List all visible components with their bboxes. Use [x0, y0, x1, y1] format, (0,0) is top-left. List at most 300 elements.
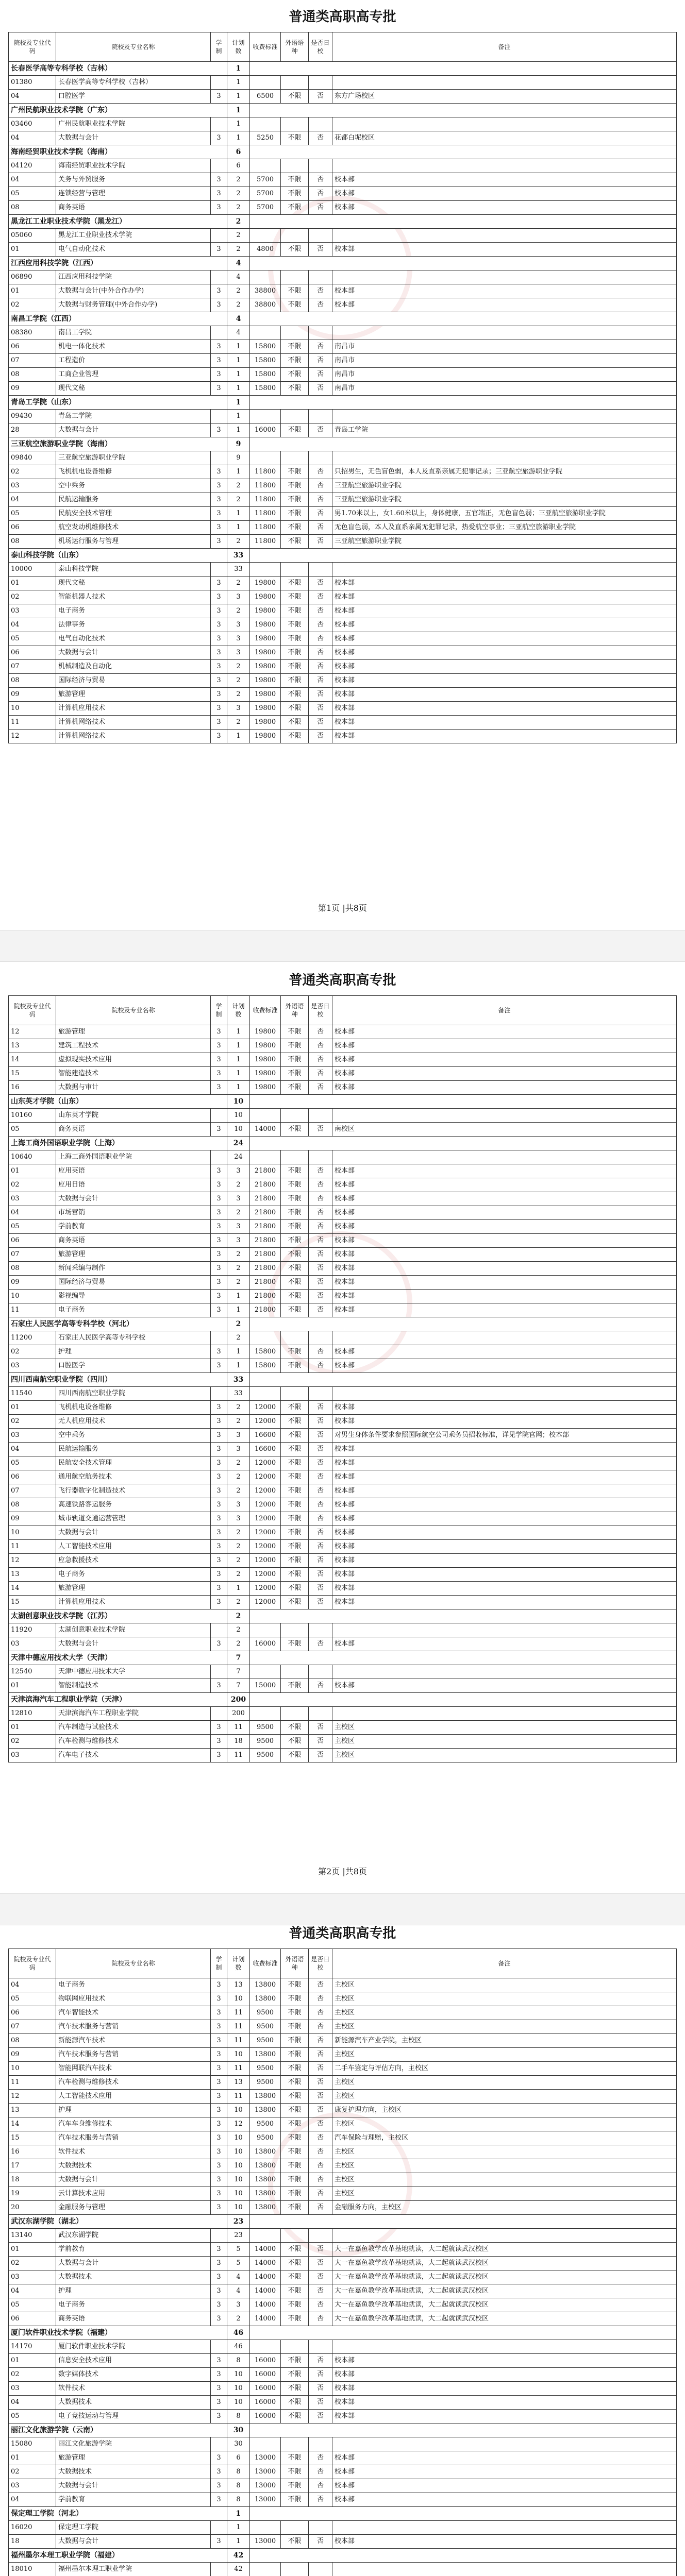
major-name: 商务英语	[56, 1234, 211, 1248]
major-code: 09	[9, 688, 56, 702]
tuition: 13800	[250, 2201, 281, 2215]
school-row	[9, 215, 677, 229]
major-code: 13	[9, 1039, 56, 1053]
tuition	[250, 2229, 281, 2243]
day-school: 否	[309, 1345, 332, 1359]
language	[281, 326, 309, 340]
major-name: 人工智能技术应用	[56, 2090, 211, 2104]
language: 不限	[281, 2062, 309, 2076]
major-code: 04	[9, 131, 56, 145]
tuition	[250, 2340, 281, 2354]
plan-count: 1	[227, 1039, 250, 1053]
major-code: 10640	[9, 1150, 56, 1164]
remarks: 校本部	[332, 1276, 677, 1290]
major-name: 护理	[56, 2104, 211, 2117]
duration	[211, 1150, 227, 1164]
major-name: 大数据技术	[56, 2465, 211, 2479]
language: 不限	[281, 2145, 309, 2159]
major-code: 01	[9, 2243, 56, 2257]
remarks	[332, 1109, 677, 1123]
major-name: 太湖创意职业技术学院	[56, 1623, 211, 1637]
major-code: 07	[9, 660, 56, 674]
school-row	[9, 1317, 677, 1331]
day-school: 否	[309, 2312, 332, 2326]
tuition: 9500	[250, 2034, 281, 2048]
major-code: 05	[9, 507, 56, 521]
tuition: 19800	[250, 660, 281, 674]
duration: 3	[211, 382, 227, 396]
remarks: 校本部	[332, 1053, 677, 1067]
remarks: 校本部	[332, 1401, 677, 1415]
major-name: 空中乘务	[56, 1429, 211, 1443]
table-row	[9, 1429, 677, 1443]
tuition: 9500	[250, 1721, 281, 1735]
remarks: 南昌市	[332, 368, 677, 382]
day-school: 否	[309, 2131, 332, 2145]
major-name: 大数据技术	[56, 2159, 211, 2173]
table-row	[9, 1067, 677, 1081]
language: 不限	[281, 354, 309, 368]
table-row	[9, 1721, 677, 1735]
duration: 3	[211, 1401, 227, 1415]
header-cell: 备注	[332, 32, 677, 62]
duration: 3	[211, 1345, 227, 1359]
tuition: 21800	[250, 1192, 281, 1206]
major-name: 工程造价	[56, 354, 211, 368]
duration: 3	[211, 2076, 227, 2090]
plan-count: 13	[227, 2076, 250, 2090]
school-row	[9, 1095, 677, 1109]
major-name: 智能机器人技术	[56, 590, 211, 604]
major-code: 08	[9, 1262, 56, 1276]
tuition: 12000	[250, 1484, 281, 1498]
language: 不限	[281, 632, 309, 646]
remarks: 校本部	[332, 1248, 677, 1262]
day-school: 否	[309, 1164, 332, 1178]
school-row	[9, 62, 677, 76]
duration: 3	[211, 660, 227, 674]
table-row	[9, 2173, 677, 2187]
table-row	[9, 1679, 677, 1693]
plan-count: 1	[227, 382, 250, 396]
table-header-row	[9, 1949, 677, 1978]
duration: 3	[211, 90, 227, 104]
remarks: 南校区	[332, 1123, 677, 1137]
school-name: 青岛工学院（山东）	[9, 396, 227, 410]
table-row	[9, 2006, 677, 2020]
table-row	[9, 1735, 677, 1749]
school-row-blank	[250, 2549, 677, 2563]
major-name: 智能建造技术	[56, 1067, 211, 1081]
duration: 3	[211, 1679, 227, 1693]
day-school: 否	[309, 2270, 332, 2284]
header-cell: 是否日校	[309, 1949, 332, 1978]
plan-count: 2	[227, 243, 250, 257]
major-code: 07	[9, 1248, 56, 1262]
day-school: 否	[309, 423, 332, 437]
language: 不限	[281, 1067, 309, 1081]
plan-count: 11	[227, 1749, 250, 1762]
school-plan-total: 46	[227, 2326, 250, 2340]
plan-count: 10	[227, 2187, 250, 2201]
day-school: 否	[309, 2020, 332, 2034]
tuition: 12000	[250, 1415, 281, 1429]
plan-count: 2	[227, 1276, 250, 1290]
table-row	[9, 563, 677, 577]
major-name: 学前教育	[56, 2493, 211, 2507]
major-name: 汽车制造与试验技术	[56, 1721, 211, 1735]
language: 不限	[281, 646, 309, 660]
plan-count: 1	[227, 340, 250, 354]
major-name: 江西应用科技学院	[56, 270, 211, 284]
major-code: 17	[9, 2159, 56, 2173]
school-name: 南昌工学院（江西）	[9, 312, 227, 326]
school-row	[9, 437, 677, 451]
major-code: 08	[9, 674, 56, 688]
duration: 3	[211, 2257, 227, 2270]
duration	[211, 2521, 227, 2535]
duration: 3	[211, 243, 227, 257]
major-code: 04	[9, 2396, 56, 2410]
language: 不限	[281, 1526, 309, 1540]
plan-count: 2	[227, 1206, 250, 1220]
language: 不限	[281, 2173, 309, 2187]
major-code: 05	[9, 2298, 56, 2312]
table-row	[9, 716, 677, 730]
tuition: 13800	[250, 2048, 281, 2062]
major-name: 金融服务与管理	[56, 2201, 211, 2215]
duration: 3	[211, 1526, 227, 1540]
major-name: 数字媒体技术	[56, 2368, 211, 2382]
page-footer: 第1页 |共8页	[318, 903, 367, 913]
major-name: 护理	[56, 2284, 211, 2298]
day-school: 否	[309, 688, 332, 702]
duration: 3	[211, 2034, 227, 2048]
plan-count: 2	[227, 284, 250, 298]
major-name: 关务与外贸服务	[56, 173, 211, 187]
plan-count: 2	[227, 660, 250, 674]
table-row	[9, 173, 677, 187]
language: 不限	[281, 2076, 309, 2090]
plan-count: 2	[227, 1568, 250, 1582]
school-plan-total: 4	[227, 312, 250, 326]
language: 不限	[281, 674, 309, 688]
major-code: 14170	[9, 2340, 56, 2354]
major-name: 商务英语	[56, 2312, 211, 2326]
duration: 3	[211, 1262, 227, 1276]
remarks: 新能源汽车产业学院，主校区	[332, 2034, 677, 2048]
language: 不限	[281, 1470, 309, 1484]
school-plan-total: 24	[227, 1137, 250, 1150]
tuition: 21800	[250, 1164, 281, 1178]
major-code: 09	[9, 382, 56, 396]
day-school: 否	[309, 1220, 332, 1234]
plan-count: 42	[227, 2563, 250, 2576]
language: 不限	[281, 1178, 309, 1192]
major-name: 大数据与会计	[56, 2257, 211, 2270]
table-header-row	[9, 32, 677, 62]
tuition	[250, 1109, 281, 1123]
duration: 3	[211, 1749, 227, 1762]
plan-count: 2	[227, 2312, 250, 2326]
table-row	[9, 1470, 677, 1484]
major-code: 01	[9, 2451, 56, 2465]
table-row	[9, 298, 677, 312]
major-code: 05	[9, 187, 56, 201]
school-plan-total: 30	[227, 2424, 250, 2437]
major-name: 物联网应用技术	[56, 1992, 211, 2006]
duration	[211, 229, 227, 243]
remarks: 无色盲色弱，本人及直系亲属无犯罪记录，热爱航空事业；三亚航空旅游职业学院	[332, 521, 677, 535]
major-code: 03	[9, 2479, 56, 2493]
table-row	[9, 1415, 677, 1429]
duration	[211, 2437, 227, 2451]
major-code: 05	[9, 632, 56, 646]
plan-count: 2	[227, 298, 250, 312]
duration: 3	[211, 2145, 227, 2159]
tuition: 13800	[250, 2104, 281, 2117]
remarks: 三亚航空旅游职业学院	[332, 479, 677, 493]
school-row-blank	[250, 1693, 677, 1707]
major-name: 电子商务	[56, 2298, 211, 2312]
plan-count: 3	[227, 702, 250, 716]
page-2	[0, 963, 685, 1891]
school-plan-total: 10	[227, 1095, 250, 1109]
duration	[211, 159, 227, 173]
table-row	[9, 2076, 677, 2090]
table-row	[9, 1456, 677, 1470]
language: 不限	[281, 660, 309, 674]
language: 不限	[281, 2354, 309, 2368]
table-row	[9, 674, 677, 688]
day-school: 否	[309, 2354, 332, 2368]
day-school: 否	[309, 2493, 332, 2507]
remarks: 校本部	[332, 2479, 677, 2493]
header-cell: 院校及专业代码	[9, 32, 56, 62]
tuition: 16000	[250, 2396, 281, 2410]
major-code: 02	[9, 298, 56, 312]
plan-count: 1	[227, 730, 250, 743]
plan-count: 30	[227, 2437, 250, 2451]
school-plan-total: 33	[227, 549, 250, 563]
table-row	[9, 2493, 677, 2507]
school-name: 天津中德应用技术大学（天津）	[9, 1651, 227, 1665]
major-code: 05060	[9, 229, 56, 243]
language: 不限	[281, 2257, 309, 2270]
plan-count: 1	[227, 1303, 250, 1317]
major-code: 06	[9, 521, 56, 535]
duration	[211, 326, 227, 340]
plan-count: 2	[227, 1554, 250, 1568]
tuition: 21800	[250, 1276, 281, 1290]
language: 不限	[281, 2396, 309, 2410]
major-code: 01	[9, 1401, 56, 1415]
plan-count: 1	[227, 354, 250, 368]
table-row	[9, 1303, 677, 1317]
duration: 3	[211, 1234, 227, 1248]
tuition: 9500	[250, 2020, 281, 2034]
major-name: 旅游管理	[56, 1248, 211, 1262]
remarks: 南昌市	[332, 354, 677, 368]
day-school	[309, 117, 332, 131]
day-school: 否	[309, 2451, 332, 2465]
major-name: 汽车技术服务与营销	[56, 2048, 211, 2062]
major-name: 计算机网络技术	[56, 716, 211, 730]
remarks: 校本部	[332, 674, 677, 688]
tuition: 5700	[250, 173, 281, 187]
language: 不限	[281, 1992, 309, 2006]
tuition: 13000	[250, 2451, 281, 2465]
major-code: 18010	[9, 2563, 56, 2576]
major-name: 汽车技术服务与营销	[56, 2131, 211, 2145]
table-row	[9, 1053, 677, 1067]
day-school: 否	[309, 2410, 332, 2424]
duration: 3	[211, 1025, 227, 1039]
duration: 3	[211, 688, 227, 702]
school-row	[9, 1693, 677, 1707]
plan-count: 33	[227, 1387, 250, 1401]
table-row	[9, 368, 677, 382]
day-school: 否	[309, 1456, 332, 1470]
school-row-blank	[250, 62, 677, 76]
major-code: 02	[9, 590, 56, 604]
remarks: 校本部	[332, 1206, 677, 1220]
major-code: 08	[9, 368, 56, 382]
plan-count: 1	[227, 1290, 250, 1303]
language: 不限	[281, 1025, 309, 1039]
major-name: 大数据技术	[56, 2270, 211, 2284]
day-school: 否	[309, 1554, 332, 1568]
language: 不限	[281, 2465, 309, 2479]
plan-count: 3	[227, 1498, 250, 1512]
duration	[211, 2229, 227, 2243]
duration: 3	[211, 2062, 227, 2076]
remarks: 校本部	[332, 1290, 677, 1303]
language	[281, 1150, 309, 1164]
plan-count: 1	[227, 2521, 250, 2535]
tuition	[250, 1623, 281, 1637]
language	[281, 563, 309, 577]
remarks: 校本部	[332, 1512, 677, 1526]
plan-count: 1	[227, 1053, 250, 1067]
day-school	[309, 1665, 332, 1679]
day-school: 否	[309, 2298, 332, 2312]
major-code: 01	[9, 1721, 56, 1735]
remarks: 汽车保险与理赔，主校区	[332, 2131, 677, 2145]
tuition	[250, 1150, 281, 1164]
major-code: 03460	[9, 117, 56, 131]
plan-count: 11	[227, 2006, 250, 2020]
day-school: 否	[309, 1039, 332, 1053]
tuition: 16000	[250, 2382, 281, 2396]
major-code: 02	[9, 1345, 56, 1359]
tuition: 5700	[250, 187, 281, 201]
remarks	[332, 1707, 677, 1721]
table-row	[9, 1387, 677, 1401]
remarks: 校本部	[332, 1540, 677, 1554]
day-school: 否	[309, 521, 332, 535]
tuition: 13800	[250, 2145, 281, 2159]
language	[281, 2437, 309, 2451]
major-code: 10000	[9, 563, 56, 577]
tuition: 19800	[250, 604, 281, 618]
major-name: 汽车检测与维修技术	[56, 1735, 211, 1749]
language: 不限	[281, 1443, 309, 1456]
plan-count: 10	[227, 2201, 250, 2215]
major-name: 丽江文化旅游学院	[56, 2437, 211, 2451]
day-school	[309, 2340, 332, 2354]
table-row	[9, 2354, 677, 2368]
duration	[211, 1387, 227, 1401]
day-school: 否	[309, 1596, 332, 1609]
major-name: 商务英语	[56, 201, 211, 215]
school-row-blank	[250, 1095, 677, 1109]
major-name: 城市轨道交通运营管理	[56, 1512, 211, 1526]
day-school: 否	[309, 2104, 332, 2117]
plan-count: 2	[227, 1401, 250, 1415]
school-name: 四川西南航空职业学院（四川）	[9, 1373, 227, 1387]
remarks	[332, 326, 677, 340]
header-cell: 计划数	[227, 32, 250, 62]
language: 不限	[281, 2493, 309, 2507]
school-row-blank	[250, 1317, 677, 1331]
plan-count: 1	[227, 507, 250, 521]
plan-count: 7	[227, 1665, 250, 1679]
duration: 3	[211, 368, 227, 382]
duration: 3	[211, 1456, 227, 1470]
day-school: 否	[309, 1359, 332, 1373]
plan-count: 11	[227, 2020, 250, 2034]
duration: 3	[211, 1721, 227, 1735]
major-name: 智能网联汽车技术	[56, 2062, 211, 2076]
tuition: 9500	[250, 2006, 281, 2020]
day-school: 否	[309, 1470, 332, 1484]
duration: 3	[211, 730, 227, 743]
plan-count: 2	[227, 688, 250, 702]
school-name: 黑龙江工业职业技术学院（黑龙江）	[9, 215, 227, 229]
day-school: 否	[309, 2201, 332, 2215]
tuition: 15800	[250, 1345, 281, 1359]
major-name: 旅游管理	[56, 2451, 211, 2465]
day-school: 否	[309, 1081, 332, 1095]
day-school: 否	[309, 1443, 332, 1456]
major-code: 06	[9, 1470, 56, 1484]
major-code: 06	[9, 646, 56, 660]
remarks: 大一在嘉鱼教学改革基地就读，大二起就读武汉校区	[332, 2243, 677, 2257]
major-name: 厦门软件职业技术学院	[56, 2340, 211, 2354]
tuition: 15000	[250, 1679, 281, 1693]
tuition: 11800	[250, 535, 281, 549]
day-school: 否	[309, 1123, 332, 1137]
plan-count: 4	[227, 326, 250, 340]
plan-count: 2	[227, 187, 250, 201]
language: 不限	[281, 2382, 309, 2396]
remarks	[332, 229, 677, 243]
tuition: 12000	[250, 1540, 281, 1554]
language: 不限	[281, 1290, 309, 1303]
language: 不限	[281, 493, 309, 507]
major-name: 智能制造技术	[56, 1679, 211, 1693]
day-school: 否	[309, 2006, 332, 2020]
page-title: 普通类高职高专批	[289, 973, 396, 988]
header-cell: 外语语种	[281, 1949, 309, 1978]
major-name: 市场营销	[56, 1206, 211, 1220]
duration: 3	[211, 1220, 227, 1234]
table-row	[9, 1276, 677, 1290]
duration	[211, 1331, 227, 1345]
remarks: 校本部	[332, 2535, 677, 2549]
language: 不限	[281, 1429, 309, 1443]
